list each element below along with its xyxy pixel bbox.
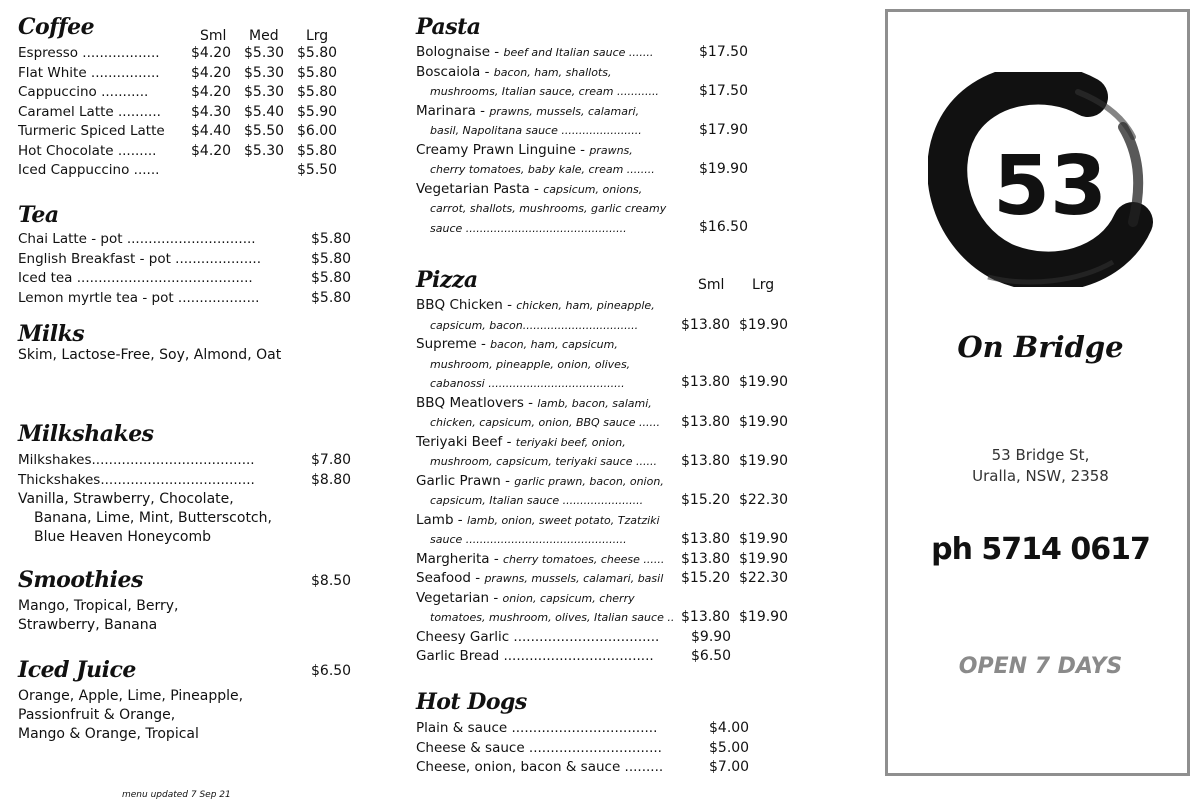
hotdog-item-name: Cheese, onion, bacon & sauce ......... [416, 759, 664, 775]
juice-flavours-line: Passionfruit & Orange, [18, 707, 176, 723]
coffee-item-price: $5.50 [244, 123, 285, 139]
coffee-item-price: $5.80 [297, 84, 338, 100]
pizza-item-description: bacon, ham, capsicum, [490, 338, 618, 351]
pasta-title: Pasta [416, 14, 481, 40]
pizza-item-line [416, 472, 664, 492]
pasta-item-description: mushrooms, Italian sauce, cream ............ [430, 85, 659, 98]
coffee-item-name: Cappuccino ........... [18, 84, 149, 100]
pizza-item-price: $15.20 [681, 570, 730, 586]
pizza-item-name: Vegetarian - [416, 589, 503, 606]
pizza-item-name: Garlic Prawn - [416, 472, 515, 489]
tea-item-price: $5.80 [311, 270, 352, 286]
brand-name: On Bridge [957, 330, 1124, 364]
hotdog-item-price: $7.00 [709, 759, 750, 775]
pasta-item-price: $17.50 [699, 83, 748, 99]
pizza-item-description: mushroom, pineapple, onion, olives, [430, 357, 631, 371]
coffee-item-price: $4.20 [191, 142, 232, 159]
pizza-item-price: $13.80 [681, 531, 730, 547]
coffee-item-price: $5.80 [297, 64, 338, 81]
coffee-title: Coffee [18, 14, 95, 40]
pasta-item-line [416, 63, 611, 83]
coffee-item-price: $4.40 [191, 123, 232, 139]
pizza-item-line [416, 628, 659, 648]
juice-price: $6.50 [311, 663, 352, 679]
pizza-item-price: $6.50 [691, 648, 732, 664]
milks-options: Skim, Lactose-Free, Soy, Almond, Oat [18, 347, 282, 363]
juice-title: Iced Juice [18, 657, 136, 683]
pasta-item-price: $19.90 [699, 161, 748, 177]
pasta-item-description: carrot, shallots, mushrooms, garlic creamy [430, 202, 667, 215]
pizza-title: Pizza [416, 267, 478, 293]
pizza-item-name: Seafood - [416, 570, 485, 586]
pasta-item-price: $17.90 [699, 122, 748, 138]
tea-item-price: $5.80 [311, 231, 352, 247]
pizza-item-price: $19.90 [739, 414, 788, 430]
pizza-header-sml: Sml [698, 277, 725, 293]
pizza-item-price: $13.80 [681, 550, 730, 567]
smoothie-flavours-line: Strawberry, Banana [18, 617, 158, 633]
milkshakes-title: Milkshakes [18, 421, 154, 447]
pizza-item-price: $19.90 [739, 609, 788, 625]
pizza-item-price: $13.80 [681, 374, 730, 390]
pasta-item-name: Creamy Prawn Linguine - [416, 141, 590, 158]
juice-flavours-line: Orange, Apple, Lime, Pineapple, [18, 688, 244, 704]
pizza-item-description: sauce .............................................. [430, 533, 627, 546]
pizza-item-name: Lamb - [416, 511, 467, 528]
pizza-item-price: $9.90 [691, 628, 732, 645]
pizza-item-description: capsicum, Italian sauce ....................... [430, 494, 644, 507]
coffee-header-sml: Sml [200, 28, 227, 44]
milkshake-flavours-line: Blue Heaven Honeycomb [34, 529, 212, 545]
hotdog-item-price: $4.00 [709, 720, 750, 736]
coffee-item-price: $5.40 [244, 103, 285, 120]
coffee-item-price: $5.80 [297, 142, 338, 159]
pasta-item-line [416, 102, 639, 122]
pizza-item-description: tomatoes, mushroom, olives, Italian sauce .. [430, 611, 675, 624]
pizza-item-price: $19.90 [739, 453, 788, 469]
milkshake-item-name: Milkshakes...................................... [18, 452, 255, 468]
address-line-1: 53 Bridge St, [991, 446, 1090, 464]
milkshake-flavours-line: Banana, Lime, Mint, Butterscotch, [34, 510, 272, 526]
menu-updated-note: menu updated 7 Sep 21 [122, 790, 231, 800]
tea-item-price: $5.80 [311, 289, 352, 306]
coffee-header-lrg: Lrg [306, 28, 329, 44]
pizza-item-description: onion, capsicum, cherry [502, 591, 635, 605]
pizza-item-name: BBQ Chicken - [416, 297, 517, 313]
coffee-header-med: Med [249, 28, 279, 44]
tea-item-name: English Breakfast - pot .................... [18, 250, 261, 267]
pizza-item-name: BBQ Meatlovers - [416, 394, 538, 411]
pizza-item-line [416, 296, 655, 316]
pasta-item-description: cherry tomatoes, baby kale, cream ........ [430, 163, 655, 176]
coffee-item-name: Iced Cappuccino ...... [18, 162, 160, 178]
phone-number: ph 5714 0617 [931, 532, 1150, 567]
pizza-item-description: prawns, mussels, calamari, basil [484, 572, 664, 585]
pizza-item-line [416, 335, 618, 355]
pasta-item-description: capsicum, onions, [543, 182, 643, 196]
coffee-item-price: $5.30 [244, 45, 285, 61]
pasta-item-price: $16.50 [699, 218, 748, 235]
pizza-item-price: $13.80 [681, 453, 730, 469]
coffee-item-price: $6.00 [297, 123, 338, 139]
pizza-item-description: capsicum, bacon................................. [430, 318, 639, 332]
pizza-item-description: cherry tomatoes, cheese ...... [503, 552, 665, 566]
coffee-item-price: $5.50 [297, 162, 338, 178]
hotdogs-title: Hot Dogs [416, 689, 527, 715]
pizza-item-description: lamb, bacon, salami, [537, 396, 652, 410]
pizza-item-name: Cheesy Garlic .................................. [416, 628, 660, 645]
pizza-item-price: $13.80 [681, 414, 730, 430]
pizza-header-lrg: Lrg [752, 277, 775, 293]
coffee-item-price: $5.30 [244, 142, 285, 159]
coffee-item-price: $5.90 [297, 103, 338, 120]
pizza-item-line [416, 550, 664, 570]
pizza-item-description: chicken, capsicum, onion, BBQ sauce ...... [430, 416, 660, 429]
smoothie-flavours-line: Mango, Tropical, Berry, [18, 598, 179, 614]
pasta-item-name: Marinara - [416, 102, 490, 119]
pizza-item-name: Supreme - [416, 336, 491, 352]
pizza-item-price: $22.30 [739, 570, 788, 586]
tea-item-price: $5.80 [311, 250, 352, 267]
pasta-item-description: bacon, ham, shallots, [493, 65, 612, 79]
pizza-item-line [416, 394, 652, 414]
pizza-item-description: teriyaki beef, onion, [515, 435, 626, 449]
smoothies-title: Smoothies [18, 567, 143, 593]
pizza-item-price: $19.90 [739, 550, 788, 567]
pasta-item-description: basil, Napolitana sauce ....................... [430, 124, 642, 137]
tea-item-name: Chai Latte - pot .............................. [18, 231, 256, 247]
coffee-item-name: Hot Chocolate ......... [18, 142, 157, 159]
pizza-item-line [416, 647, 654, 667]
coffee-item-price: $4.30 [191, 103, 232, 120]
milkshake-item-price: $8.80 [311, 471, 352, 488]
coffee-item-name: Caramel Latte .......... [18, 103, 161, 120]
pizza-item-line [416, 511, 660, 531]
smoothies-price: $8.50 [311, 573, 352, 589]
tea-title: Tea [18, 202, 59, 228]
coffee-item-name: Turmeric Spiced Latte [18, 123, 165, 139]
pizza-item-name: Margherita - [416, 550, 503, 567]
milkshake-item-name: Thickshakes.................................... [18, 471, 255, 488]
hotdog-item-price: $5.00 [709, 739, 750, 756]
coffee-item-name: Flat White ................ [18, 64, 160, 81]
pizza-item-description: lamb, onion, sweet potato, Tzatziki [466, 513, 660, 527]
pasta-item-description: sauce .............................................. [430, 221, 627, 235]
pasta-item-description: prawns, mussels, calamari, [489, 104, 640, 118]
pasta-item-description: beef and Italian sauce ....... [503, 46, 654, 59]
pizza-item-description: chicken, ham, pineapple, [516, 299, 655, 312]
juice-flavours-line: Mango & Orange, Tropical [18, 726, 199, 742]
pizza-item-price: $22.30 [739, 492, 788, 508]
pizza-item-price: $19.90 [739, 316, 788, 333]
pizza-item-name: Garlic Bread ................................... [416, 648, 654, 664]
hotdog-item-name: Cheese & sauce ............................... [416, 739, 662, 756]
pasta-item-description: prawns, [589, 143, 633, 157]
pizza-item-price: $19.90 [739, 374, 788, 390]
milks-title: Milks [18, 321, 85, 347]
logo-number: 53 [992, 139, 1108, 234]
pizza-item-price: $13.80 [681, 609, 730, 625]
opening-hours: OPEN 7 DAYS [958, 654, 1123, 679]
pizza-item-line [416, 569, 663, 589]
coffee-item-name: Espresso .................. [18, 45, 160, 61]
pasta-item-line [416, 43, 653, 63]
pasta-item-name: Vegetarian Pasta - [416, 180, 544, 197]
pizza-item-description: mushroom, capsicum, teriyaki sauce ...... [430, 455, 657, 468]
milkshake-item-price: $7.80 [311, 452, 352, 468]
tea-item-name: Iced tea ......................................... [18, 270, 253, 286]
pizza-item-description: cabanossi ....................................... [430, 377, 625, 390]
pizza-item-price: $13.80 [681, 316, 730, 333]
pizza-item-price: $15.20 [681, 492, 730, 508]
pasta-item-name: Boscaiola - [416, 63, 494, 80]
coffee-item-price: $5.30 [244, 64, 285, 81]
brand-panel [885, 9, 1190, 776]
tea-item-name: Lemon myrtle tea - pot ................... [18, 289, 260, 306]
coffee-item-price: $4.20 [191, 64, 232, 81]
coffee-item-price: $4.20 [191, 45, 232, 61]
address-line-2: Uralla, NSW, 2358 [972, 467, 1109, 485]
coffee-item-price: $5.80 [297, 45, 338, 61]
pizza-item-line [416, 433, 626, 453]
pizza-item-price: $19.90 [739, 531, 788, 547]
pizza-item-line [416, 589, 635, 609]
hotdog-item-name: Plain & sauce .................................. [416, 720, 658, 736]
pasta-item-name: Bolognaise - [416, 44, 504, 60]
brush-circle-logo [928, 72, 1153, 287]
coffee-item-price: $4.20 [191, 84, 232, 100]
pasta-item-line [416, 180, 642, 200]
pasta-item-price: $17.50 [699, 44, 748, 60]
pizza-item-description: garlic prawn, bacon, onion, [514, 474, 664, 488]
milkshake-flavours-line: Vanilla, Strawberry, Chocolate, [18, 491, 234, 507]
pasta-item-line [416, 141, 633, 161]
coffee-item-price: $5.30 [244, 84, 285, 100]
pizza-item-name: Teriyaki Beef - [416, 433, 516, 450]
